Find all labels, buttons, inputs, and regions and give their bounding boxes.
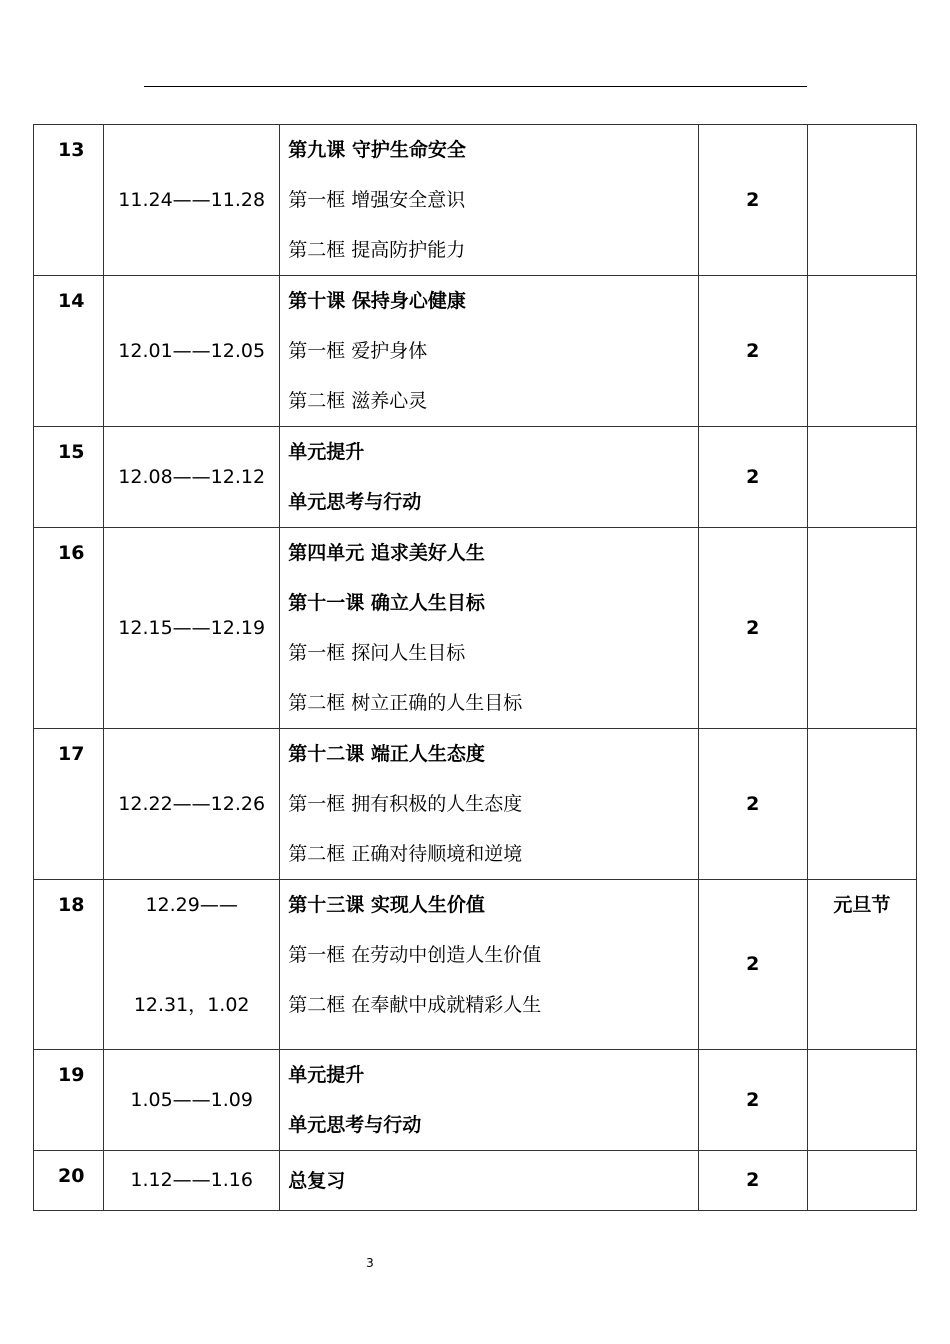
table-row [34, 880, 917, 1050]
date-range: 12.08——12.12 [104, 427, 280, 528]
class-hours: 2 [698, 880, 807, 1050]
lesson-title: 单元思考与行动 [288, 491, 422, 513]
table-row [34, 528, 917, 729]
page-number: 3 [366, 1256, 374, 1270]
lesson-content [280, 1050, 698, 1151]
lesson-subsection: 第二框 滋养心灵 [288, 390, 428, 412]
lesson-title: 单元提升 [288, 441, 365, 463]
note [807, 276, 916, 427]
date-range [104, 880, 280, 1050]
lesson-subsection: 第二框 正确对待顺境和逆境 [288, 843, 523, 865]
lesson-subsection: 第二框 提高防护能力 [288, 239, 466, 261]
date-range-end: 12.31，1.02 [133, 994, 250, 1016]
note [807, 1151, 916, 1211]
class-hours: 2 [698, 729, 807, 880]
table-row [34, 427, 917, 528]
date-range: 1.12——1.16 [104, 1151, 280, 1211]
table-row [34, 1050, 917, 1151]
lesson-title: 总复习 [288, 1169, 346, 1192]
class-hours: 2 [698, 1151, 807, 1211]
lesson-content [280, 880, 698, 1050]
date-range: 1.05——1.09 [104, 1050, 280, 1151]
lesson-content [280, 528, 698, 729]
note [807, 1050, 916, 1151]
lesson-title: 第四单元 追求美好人生 [288, 542, 485, 564]
lesson-content [280, 125, 698, 276]
lesson-subsection: 第一框 增强安全意识 [288, 189, 466, 211]
class-hours: 2 [698, 276, 807, 427]
lesson-content [280, 276, 698, 427]
lesson-title: 单元思考与行动 [288, 1114, 422, 1136]
date-range-start: 12.29—— [145, 894, 238, 916]
header-rule [144, 86, 807, 87]
note: 元旦节 [807, 880, 916, 1050]
week-number: 15 [34, 427, 104, 528]
week-number: 17 [34, 729, 104, 880]
date-range: 12.15——12.19 [104, 528, 280, 729]
lesson-title: 单元提升 [288, 1064, 365, 1086]
table-row [34, 729, 917, 880]
lesson-content [280, 427, 698, 528]
lesson-subsection: 第二框 树立正确的人生目标 [288, 692, 523, 714]
note [807, 427, 916, 528]
note [807, 528, 916, 729]
week-number: 16 [34, 528, 104, 729]
schedule-body [34, 125, 917, 1211]
lesson-title: 第十课 保持身心健康 [288, 290, 466, 312]
table-row [34, 276, 917, 427]
schedule-table [33, 124, 917, 1211]
lesson-subsection: 第二框 在奉献中成就精彩人生 [288, 994, 542, 1016]
lesson-subsection: 第一框 在劳动中创造人生价值 [288, 944, 542, 966]
date-range: 12.01——12.05 [104, 276, 280, 427]
class-hours: 2 [698, 528, 807, 729]
lesson-subsection: 第一框 拥有积极的人生态度 [288, 793, 523, 815]
class-hours: 2 [698, 427, 807, 528]
week-number: 14 [34, 276, 104, 427]
lesson-subsection: 第一框 爱护身体 [288, 340, 428, 362]
table-row [34, 1151, 917, 1211]
week-number: 20 [34, 1151, 104, 1211]
class-hours: 2 [698, 125, 807, 276]
lesson-title: 第十二课 端正人生态度 [288, 743, 485, 765]
date-range: 12.22——12.26 [104, 729, 280, 880]
date-range: 11.24——11.28 [104, 125, 280, 276]
lesson-title: 第十一课 确立人生目标 [288, 592, 485, 614]
lesson-content [280, 1151, 698, 1211]
lesson-content [280, 729, 698, 880]
lesson-title: 第九课 守护生命安全 [288, 139, 466, 161]
week-number: 19 [34, 1050, 104, 1151]
class-hours: 2 [698, 1050, 807, 1151]
note [807, 125, 916, 276]
lesson-subsection: 第一框 探问人生目标 [288, 642, 466, 664]
week-number: 13 [34, 125, 104, 276]
table-row [34, 125, 917, 276]
lesson-title: 第十三课 实现人生价值 [288, 894, 485, 916]
week-number: 18 [34, 880, 104, 1050]
note [807, 729, 916, 880]
